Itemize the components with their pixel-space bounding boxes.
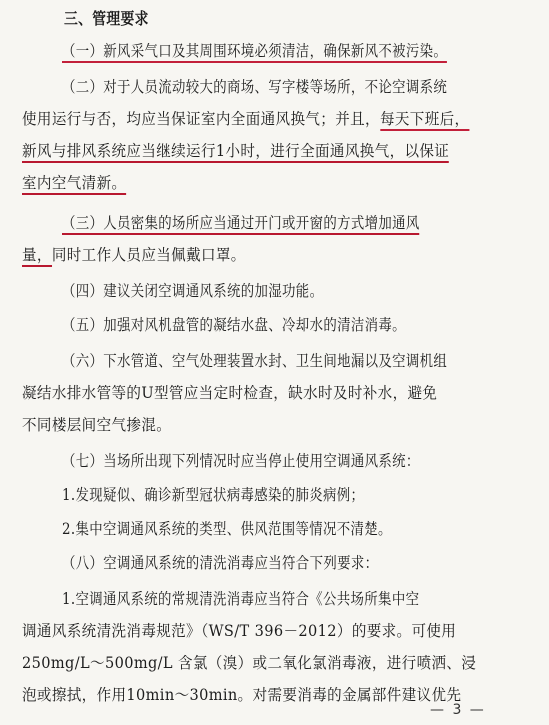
paragraph-2-line-2 [22,108,537,130]
paragraph-5: （五）加强对风机盘管的凝结水盘、冷却水的清洁消毒。 [62,316,406,334]
underlined-text: 室内空气清新。 [22,174,126,195]
section-heading: 三、管理要求 [64,9,149,28]
paragraph-3-line-2-b: 同时工作人员应当佩戴口罩。 [51,246,246,264]
underlined-text: 新风与排风系统应当继续运行1小时，进行全面通风换气，以保证 [22,142,449,163]
underlined-text: 量， [22,246,52,267]
paragraph-2-line-1: （二）对于人员流动较大的商场、写字楼等场所，不论空调系统 [62,78,448,96]
paragraph-6-line-1: （六）下水管道、空气处理装置水封、卫生间地漏以及空调机组 [62,352,448,370]
paragraph-2-line-3 [22,140,537,162]
paragraph-7-item-2: 2.集中空调通风系统的类型、供风范围等情况不清楚。 [62,520,392,538]
paragraph-8-line-2: 调通风系统清洗消毒规范》（WS/T 396－2012）的要求。可使用 [22,622,457,640]
paragraph-8-line-4: 泡或擦拭，作用10min～30min。对需要消毒的金属部件建议优先 [22,686,462,704]
paragraph-8-intro: （八）空调通风系统的清洗消毒应当符合下列要求： [62,554,379,572]
paragraph-6-line-3: 不同楼层间空气掺混。 [22,416,172,434]
paragraph-2-line-2-a: 使用运行与否，均应当保证室内全面通风换气；并且， [22,110,380,128]
paragraph-4: （四）建议关闭空调通风系统的加湿功能。 [62,282,324,300]
paragraph-7-intro: （七）当场所出现下列情况时应当停止使用空调通风系统： [62,452,420,470]
paragraph-6-line-2: 凝结水排水管等的U型管应当定时检查，缺水时及时补水，避免 [22,384,438,402]
page-number: — 3 — [430,702,486,718]
paragraph-8-line-1: 1.空调通风系统的常规清洗消毒应当符合《公共场所集中空 [62,590,420,608]
paragraph-3-line-2 [22,244,537,266]
paragraph-7-item-1: 1.发现疑似、确诊新型冠状病毒感染的肺炎病例； [62,486,365,504]
underlined-text: （三）人员密集的场所应当通过开门或开窗的方式增加通风 [62,214,420,235]
paragraph-8-line-3: 250mg/L～500mg/L 含氯（溴）或二氧化氯消毒液，进行喷洒、浸 [22,654,477,672]
paragraph-1 [62,40,537,62]
underlined-text: 每天下班后， [380,110,469,131]
paragraph-3-line-1 [62,212,537,234]
paragraph-2-line-4 [22,172,537,194]
underlined-text: （一）新风采气口及其周围环境必须清洁，确保新风不被污染。 [62,42,447,63]
